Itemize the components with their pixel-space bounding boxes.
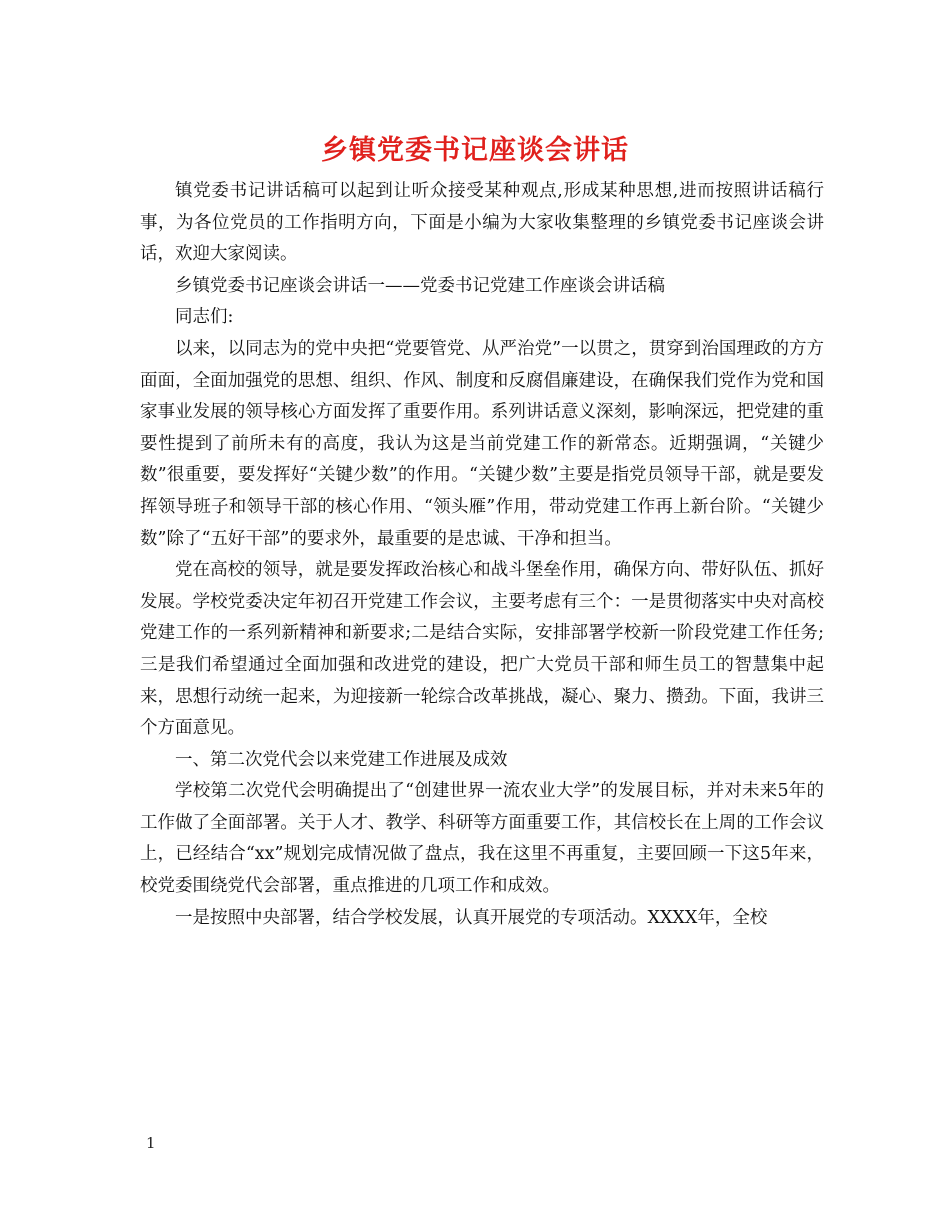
paragraph-salutation: 同志们: (175, 307, 234, 328)
paragraph-party-building: 以来，以同志为的党中央把“党要管党、从严治党”一以贯之，贯穿到治国理政的方方面面，全面加强党的思想、组织、作风、制度和反腐倡廉建设，在确保我们党作为党和国家事业发展的领导核心方面发挥了重要作用。系列讲话意义深刻，影响深远，把党建的重要性提到了前所未有的高度，我认为这是当前党建工作的新常态。近期强调，“关键少数”很重要，要发挥好“关键少数”的作用。“关键少数”主要是指党员领导干部，就是要发挥领导班子和领导干部的核心作用、“领头雁”作用，带动党建工作再上新台阶。“关键少数”除了“五好干部”的要求外，最重要的是忠诚、干净和担当。 (140, 338, 824, 549)
document-title: 乡镇党委书记座谈会讲话 (321, 135, 629, 166)
paragraph-congress-review: 学校第二次党代会明确提出了“创建世界一流农业大学”的发展目标，并对未来5年的工作做了全面部署。关于人才、教学、科研等方面重要工作，其信校长在上周的工作会议上，已经结合“xx”规划完成情况做了盘点，我在这里不再重复，主要回顾一下这5年来，校党委围绕党代会部署，重点推进的几项工作和成效。 (140, 781, 824, 897)
paragraph-speech-heading: 乡镇党委书记座谈会讲话一——党委书记党建工作座谈会讲话稿 (175, 275, 665, 296)
document-body (140, 176, 824, 934)
page-number: 1 (146, 1134, 156, 1152)
paragraph-special-activities: 一是按照中央部署，结合学校发展，认真开展党的专项活动。XXXX年，全校 (175, 907, 768, 928)
paragraph-university-leadership: 党在高校的领导，就是要发挥政治核心和战斗堡垒作用，确保方向、带好队伍、抓好发展。学校党委决定年初召开党建工作会议，主要考虑有三个：一是贯彻落实中央对高校党建工作的一系列新精神和新要求;二是结合实际，安排部署学校新一阶段党建工作任务;三是我们希望通过全面加强和改进党的建设，把广大党员干部和师生员工的智慧集中起来，思想行动统一起来，为迎接新一轮综合改革挑战，凝心、聚力、攒劲。下面，我讲三个方面意见。 (140, 560, 824, 739)
paragraph-section-heading: 一、第二次党代会以来党建工作进展及成效 (175, 749, 508, 770)
paragraph-intro: 镇党委书记讲话稿可以起到让听众接受某种观点,形成某种思想,进而按照讲话稿行事，为各位党员的工作指明方向，下面是小编为大家收集整理的乡镇党委书记座谈会讲话，欢迎大家阅读。 (140, 181, 824, 265)
